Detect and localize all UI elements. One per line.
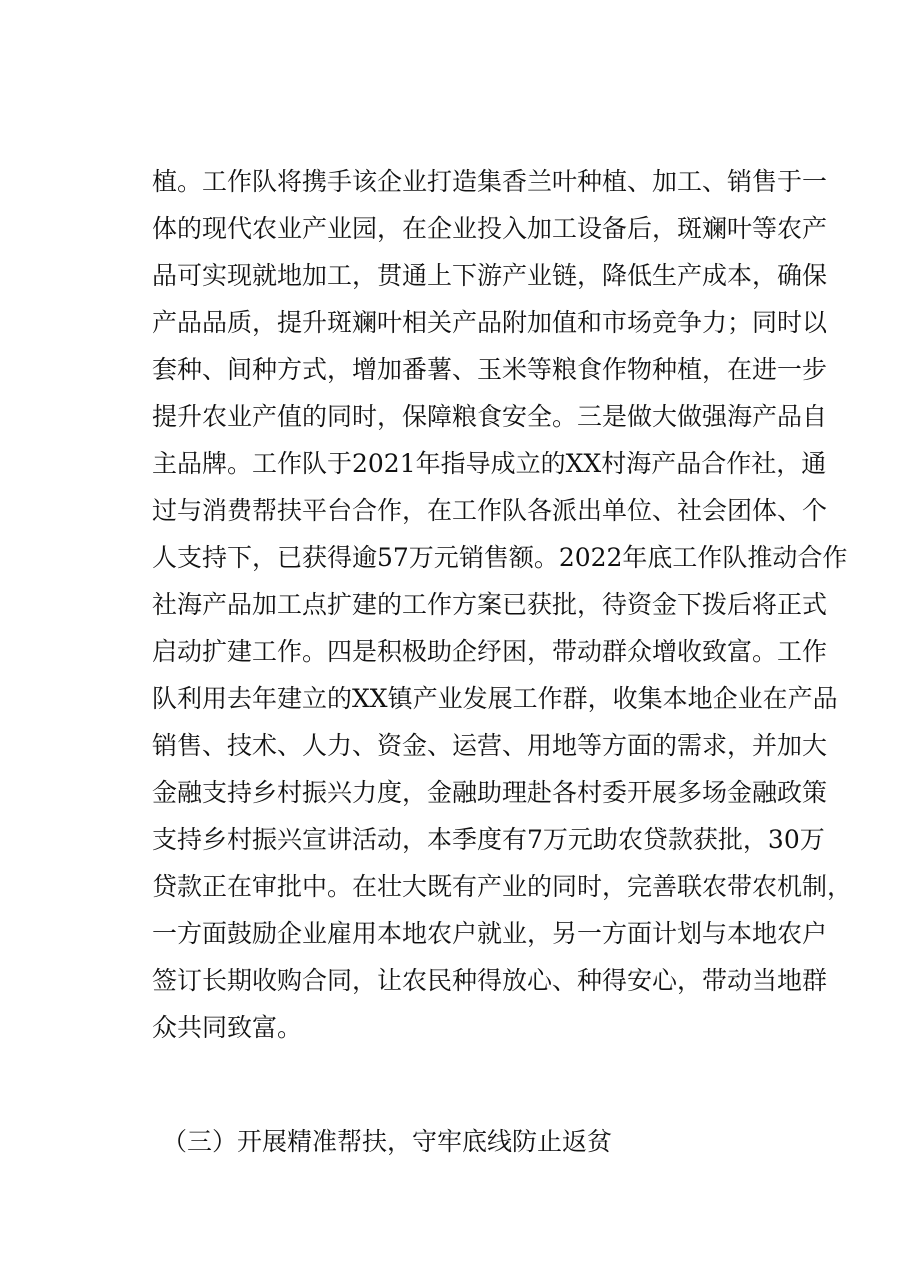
paragraph-line: 社海产品加工点扩建的工作方案已获批，待资金下拨后将正式 [152,590,828,619]
paragraph-line: 品可实现就地加工，贯通上下游产业链，降低生产成本，确保 [152,261,828,290]
paragraph-line: 提升农业产值的同时，保障粮食安全。三是做大做强海产品自 [152,402,828,431]
paragraph-line: 支持乡村振兴宣讲活动，本季度有7万元助农贷款获批，30万 [152,825,825,854]
paragraph-line: 启动扩建工作。四是积极助企纾困，带动群众增收致富。工作 [152,637,828,666]
body-paragraph [152,158,853,1051]
paragraph-line: 众共同致富。 [152,1013,303,1042]
paragraph-line: 签订长期收购合同，让农民种得放心、种得安心，带动当地群 [152,966,828,995]
paragraph-line: 套种、间种方式，增加番薯、玉米等粮食作物种植，在进一步 [152,355,828,384]
paragraph-line: 金融支持乡村振兴力度，金融助理赴各村委开展多场金融政策 [152,778,828,807]
paragraph-line: 队利用去年建立的XX镇产业发展工作群，收集本地企业在产品 [152,684,838,713]
paragraph-line: 销售、技术、人力、资金、运营、用地等方面的需求，并加大 [152,731,828,760]
section-heading [152,1118,792,1165]
paragraph-line: 人支持下，已获得逾57万元销售额。2022年底工作队推动合作 [152,543,848,572]
section-heading-text: （三）开展精准帮扶，守牢底线防止返贫 [162,1127,613,1156]
paragraph-line: 植。工作队将携手该企业打造集香兰叶种植、加工、销售于一 [152,167,828,196]
paragraph-line: 主品牌。工作队于2021年指导成立的XX村海产品合作社，通 [152,449,827,478]
paragraph-line: 贷款正在审批中。在壮大既有产业的同时，完善联农带农机制， [152,872,853,901]
paragraph-line: 一方面鼓励企业雇用本地农户就业，另一方面计划与本地农户 [152,919,828,948]
paragraph-line: 体的现代农业产业园，在企业投入加工设备后，斑斓叶等农产 [152,214,828,243]
paragraph-line: 产品品质，提升斑斓叶相关产品附加值和市场竞争力；同时以 [152,308,828,337]
paragraph-line: 过与消费帮扶平台合作，在工作队各派出单位、社会团体、个 [152,496,828,525]
